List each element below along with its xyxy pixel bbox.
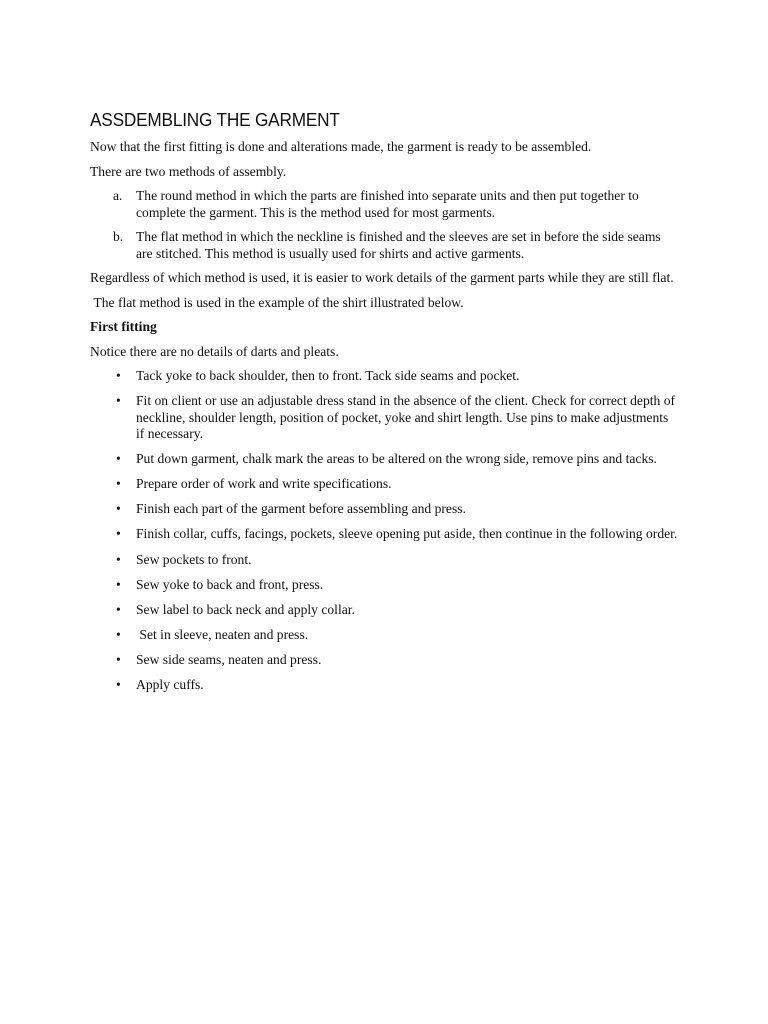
bullet-icon: • <box>116 526 121 542</box>
assembly-methods-list <box>90 188 680 262</box>
step-text: Finish collar, cuffs, facings, pockets, sleeve opening put aside, then continue in the following order. <box>136 526 678 542</box>
list-item <box>90 476 680 493</box>
list-item <box>90 552 680 569</box>
step-text: Tack yoke to back shoulder, then to front. Tack side seams and pocket. <box>136 368 520 383</box>
step-text: Finish each part of the garment before assembling and press. <box>136 501 466 517</box>
step-text: Sew side seams, neaten and press. <box>136 651 322 667</box>
list-item <box>90 602 680 619</box>
bullet-icon: • <box>116 626 121 642</box>
bullet-icon: • <box>116 677 121 693</box>
step-text: Sew pockets to front. <box>136 551 252 567</box>
list-item <box>90 627 680 644</box>
list-marker: b. <box>113 229 124 244</box>
section-title: First fitting <box>90 319 157 334</box>
step-text: Sew yoke to back and front, press. <box>136 576 324 592</box>
bullet-icon: • <box>116 451 121 467</box>
list-item <box>90 652 680 669</box>
list-item <box>90 451 680 468</box>
step-text: Fit on client or use an adjustable dress stand in the absence of the client. Check for correct depth of neckline, shoulder length, position of pocket, yoke and shirt length. Use pins to make adjustments if necessary. <box>136 393 676 442</box>
step-text: Apply cuffs. <box>136 677 204 693</box>
list-item <box>90 393 680 443</box>
list-item <box>90 677 680 694</box>
document-heading: ASSDEMBLING THE GARMENT <box>90 109 340 130</box>
regardless-paragraph: Regardless of which method is used, it is easier to work details of the garment parts while they are still flat. <box>90 270 674 285</box>
bullet-icon: • <box>116 368 121 383</box>
bullet-icon: • <box>116 476 121 492</box>
list-marker: a. <box>113 188 123 203</box>
intro-paragraph-1: Now that the first fitting is done and alterations made, the garment is ready to be assembled. <box>90 139 592 154</box>
bullet-icon: • <box>116 601 121 617</box>
fitting-steps-list <box>90 368 680 694</box>
bullet-icon: • <box>116 651 121 667</box>
list-item <box>90 526 680 543</box>
bullet-icon: • <box>116 551 121 567</box>
method-item-b <box>90 229 680 262</box>
bullet-icon: • <box>116 576 121 592</box>
step-text: Sew label to back neck and apply collar. <box>136 601 355 617</box>
step-text: Put down garment, chalk mark the areas to be altered on the wrong side, remove pins and tacks. <box>136 451 657 467</box>
intro-paragraph-2: There are two methods of assembly. <box>90 163 287 179</box>
flat-method-paragraph: The flat method is used in the example of the shirt illustrated below. <box>90 294 464 310</box>
document-page <box>90 108 680 702</box>
section-note: Notice there are no details of darts and pleats. <box>90 343 339 359</box>
step-text: Prepare order of work and write specifications. <box>136 476 392 492</box>
method-text: The round method in which the parts are finished into separate units and then put together to complete the garment. This is the method used for most garments. <box>136 188 639 220</box>
list-item <box>90 501 680 518</box>
bullet-icon: • <box>116 393 121 409</box>
method-text: The flat method in which the neckline is finished and the sleeves are set in before the side seams are stitched. This method is usually used for shirts and active garments. <box>136 229 661 261</box>
bullet-icon: • <box>116 501 121 517</box>
method-item-a <box>90 188 680 221</box>
list-item <box>90 577 680 594</box>
list-item <box>90 368 680 385</box>
step-text: Set in sleeve, neaten and press. <box>136 626 309 642</box>
